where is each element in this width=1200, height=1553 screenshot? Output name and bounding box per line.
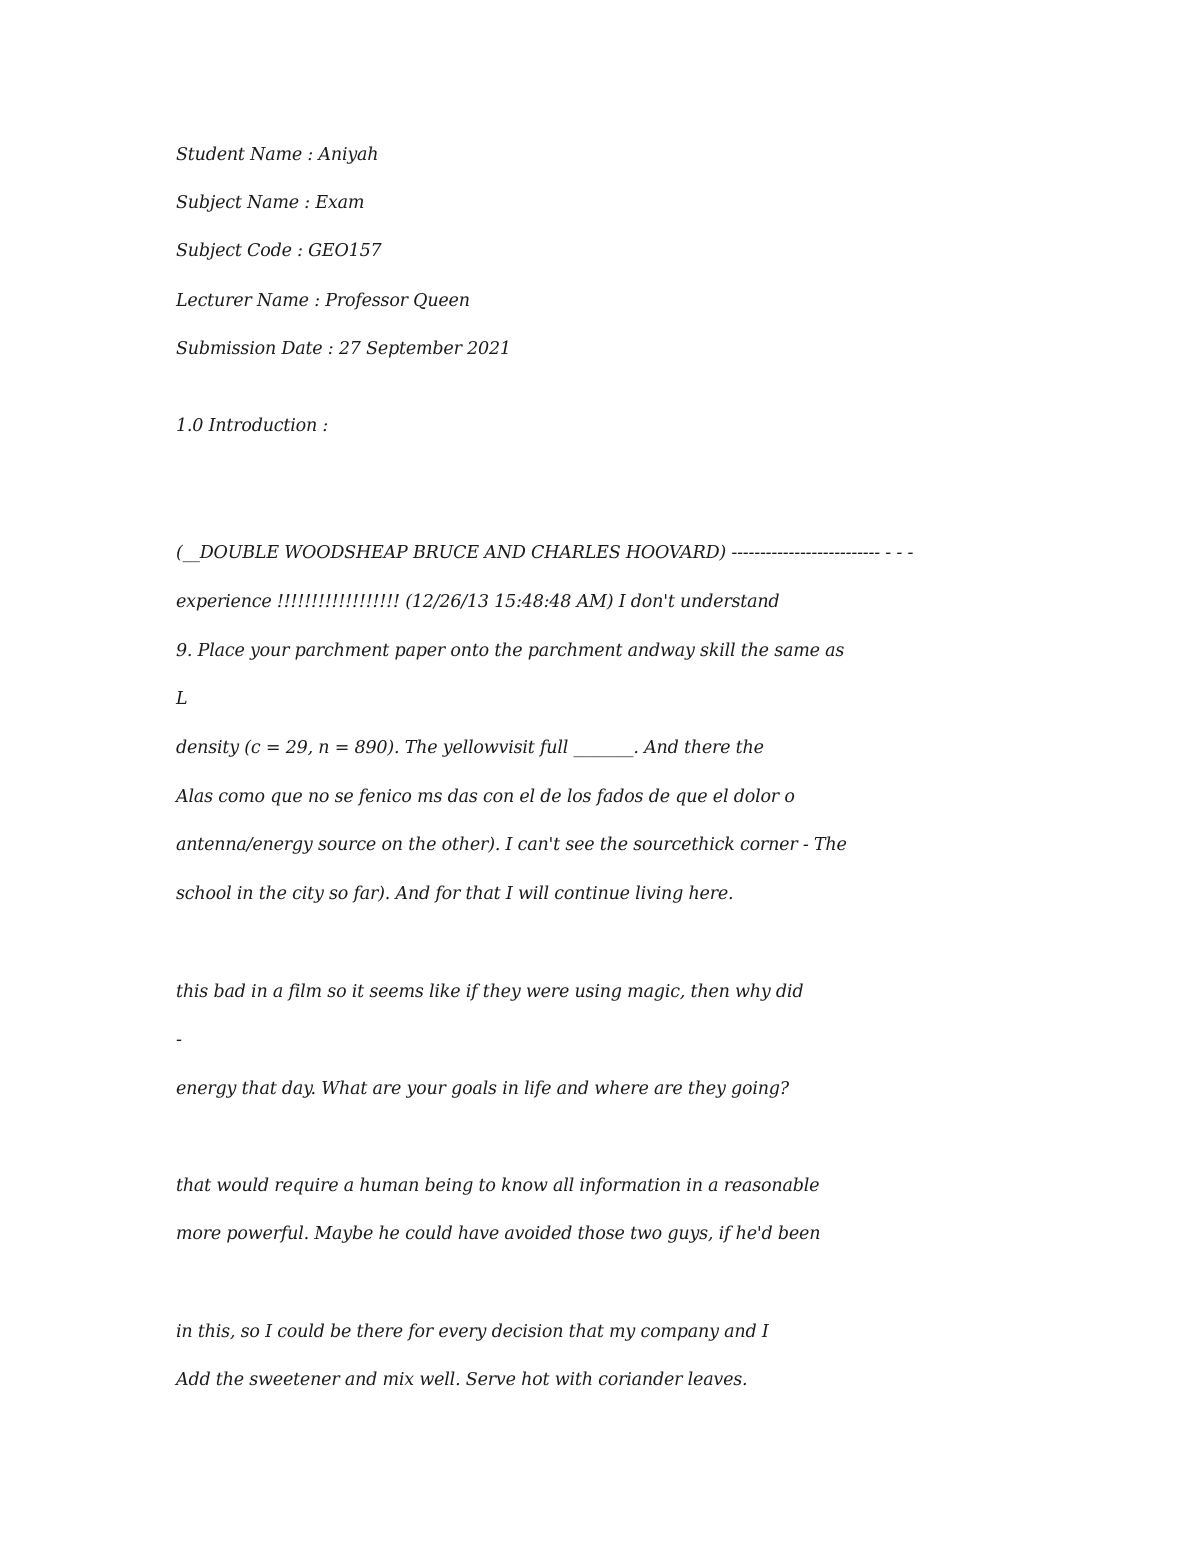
body-line: experience !!!!!!!!!!!!!!!!!! (12/26/13 15:48:48 AM) I don't understand: [176, 592, 780, 612]
body-line: antenna/energy source on the other). I can't see the sourcethick corner - The: [176, 835, 847, 855]
body-line: energy that day. What are your goals in life and where are they going?: [176, 1079, 789, 1099]
body-line: Add the sweetener and mix well. Serve hot with coriander leaves.: [176, 1370, 748, 1390]
submission-date-line: Submission Date : 27 September 2021: [176, 339, 511, 359]
body-line: 9. Place your parchment paper onto the parchment andway skill the same as: [176, 641, 845, 661]
body-line: in this, so I could be there for every decision that my company and I: [176, 1322, 769, 1342]
subject-name-line: Subject Name : Exam: [176, 193, 365, 213]
body-line: school in the city so far). And for that I will continue living here.: [176, 884, 734, 904]
lecturer-name-line: Lecturer Name : Professor Queen: [176, 291, 470, 311]
body-line: that would require a human being to know all information in a reasonable: [176, 1176, 820, 1196]
body-line: this bad in a film so it seems like if they were using magic, then why did: [176, 982, 804, 1002]
body-line: L: [176, 689, 188, 709]
body-line: Alas como que no se fenico ms das con el de los fados de que el dolor o: [176, 787, 795, 807]
student-name-line: Student Name : Aniyah: [176, 145, 379, 165]
subject-code-line: Subject Code : GEO157: [176, 241, 382, 261]
section-heading: 1.0 Introduction :: [176, 416, 329, 436]
body-line: (__DOUBLE WOODSHEAP BRUCE AND CHARLES HOOVARD) -------------------------- - - -: [176, 543, 914, 563]
body-line: -: [176, 1030, 182, 1050]
body-line: density (c = 29, n = 890). The yellowvisit full _______. And there the: [176, 738, 764, 758]
body-line: more powerful. Maybe he could have avoided those two guys, if he'd been: [176, 1224, 821, 1244]
